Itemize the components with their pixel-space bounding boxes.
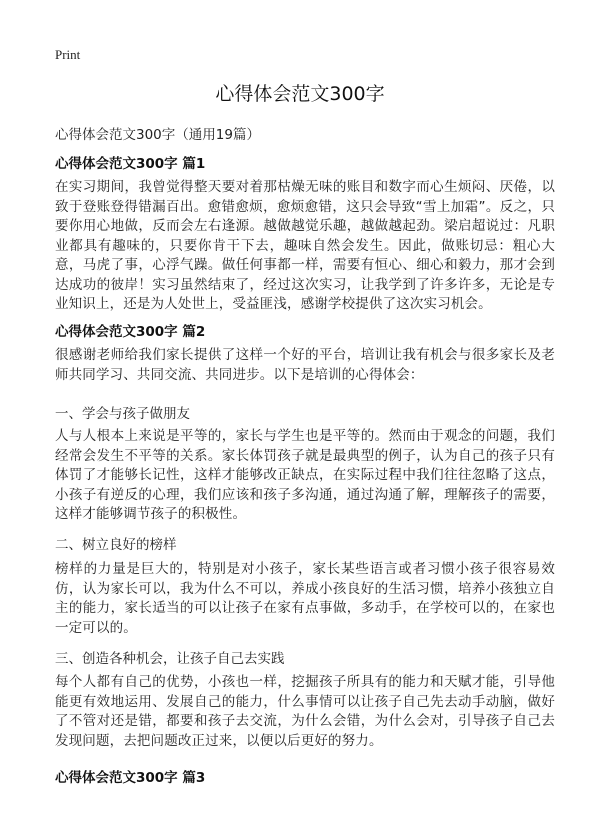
section-3-text: 每个人都有自己的优势，小孩也一样，挖掘孩子所具有的能力和天赋才能，引导他能更有效地运用、发展自己的能力，什么事情可以让孩子自己先去动手动脑，做好了不管对还是错，都要和孩子去交流，为什么会错，为什么会对，引导孩子自己去发现问题，去把问题改正过来，以便以后更好的努力。 [55,674,555,749]
section-title-1: 一、学会与孩子做朋友 [55,406,190,422]
section-2-text: 榜样的力量是巨大的，特别是对小孩子，家长某些语言或者习惯小孩子很容易效仿，认为家长可以，我为什么不可以，养成小孩良好的生活习惯，培养小孩独立自主的能力，家长适当的可以让孩子在家有点事做，多动手，在学校可以的，在家也一定可以的。 [55,561,555,636]
article-heading-2: 心得体会范文300字 篇2 [55,324,206,340]
print-label[interactable]: Print [55,47,81,62]
document-subtitle: 心得体会范文300字（通用19篇） [55,127,260,143]
article-heading-1: 心得体会范文300字 篇1 [55,156,206,172]
section-title-3: 三、创造各种机会，让孩子自己去实践 [55,651,285,667]
page-title: 心得体会范文300字 [215,83,385,105]
section-title-2: 二、树立良好的榜样 [55,537,177,553]
article-2-intro: 很感谢老师给我们家长提供了这样一个好的平台，培训让我有机会与很多家长及老师共同学习、共同交流、共同进步。以下是培训的心得体会： [55,347,555,383]
section-1-text: 人与人根本上来说是平等的，家长与学生也是平等的。然而由于观念的问题，我们经常会发生不平等的关系。家长体罚孩子就是最典型的例子，认为自己的孩子只有体罚了才能够长记性，这样才能够改正缺点，在实际过程中我们往往忽略了这点，小孩子有逆反的心理，我们应该和孩子多沟通，通过沟通了解，理解孩子的需要，这样才能够调节孩子的积极性。 [55,428,555,522]
article-1-paragraph: 在实习期间，我曾觉得整天要对着那枯燥无味的账目和数字而心生烦闷、厌倦，以致于登账登得错漏百出。愈错愈烦，愈烦愈错，这只会导致“雪上加霜”。反之，只要你用心地做，反而会左右逢源。越做越觉乐趣，越做越起劲。梁启超说过：凡职业都具有趣味的，只要你肯干下去，趣味自然会发生。因此，做账切忌：粗心大意，马虎了事，心浮气躁。做任何事都一样，需要有恒心、细心和毅力，那才会到达成功的彼岸！实习虽然结束了，经过这次实习，让我学到了许多许多，无论是专业知识上，还是为人处世上，受益匪浅，感谢学校提供了这次实习机会。 [55,179,555,312]
article-heading-3: 心得体会范文300字 篇3 [55,770,206,786]
